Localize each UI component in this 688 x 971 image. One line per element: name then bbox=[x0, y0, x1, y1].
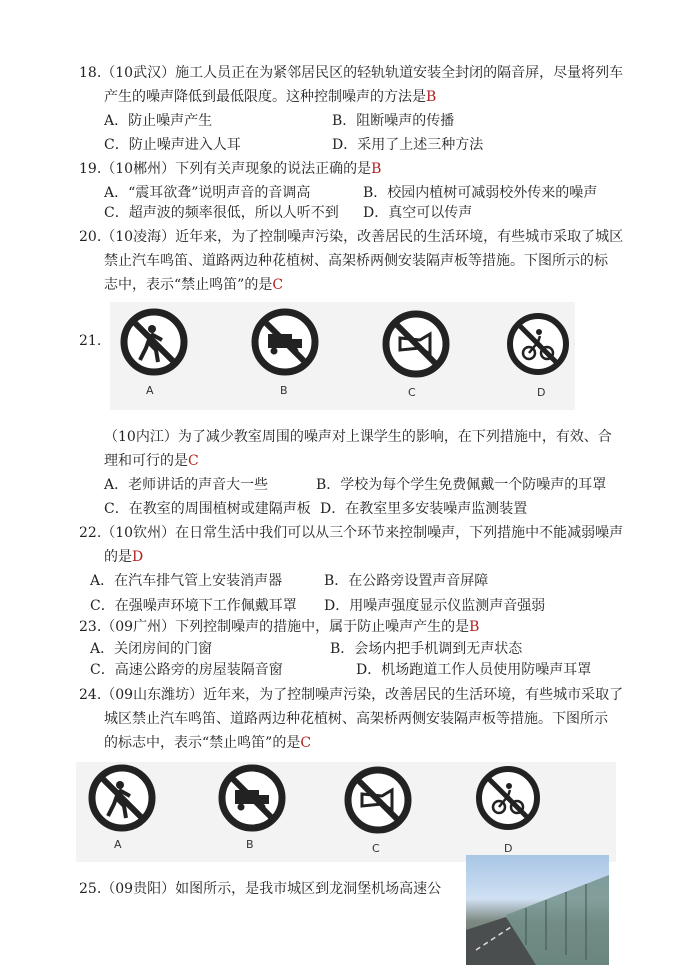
q23-answer: B bbox=[469, 619, 480, 635]
sign-label-a: A bbox=[146, 384, 154, 397]
q20-line1: 20.（10凌海）近年来，为了控制噪声污染，改善居民的生活环境，有些城市采取了城区 bbox=[79, 229, 624, 245]
q20-line3: 志中，表示“禁止鸣笛”的是C bbox=[104, 277, 284, 293]
no-bicycle-icon bbox=[510, 316, 566, 372]
q18-opt-c: C．防止噪声进入人耳 bbox=[104, 137, 241, 153]
q21-number: 21. bbox=[79, 333, 102, 349]
no-truck-icon-2 bbox=[222, 768, 282, 828]
q21-answer: C bbox=[188, 453, 199, 469]
q19-opt-b: B．校园内植树可减弱校外传来的噪声 bbox=[363, 185, 598, 201]
q22-opt-a: A．在汽车排气管上安装消声器 bbox=[90, 573, 283, 589]
q21-line1: （10内江）为了减少教室周围的噪声对上课学生的影响，在下列措施中，有效、合 bbox=[104, 429, 612, 445]
q21-opt-a: A．老师讲话的声音大一些 bbox=[104, 477, 269, 493]
q23-opt-a: A．关闭房间的门窗 bbox=[90, 641, 213, 657]
q21-opt-b: B．学校为每个学生免费佩戴一个防噪声的耳罩 bbox=[316, 477, 607, 493]
q23-opt-c: C．高速公路旁的房屋装隔音窗 bbox=[90, 662, 283, 678]
highway-sound-barrier-photo bbox=[466, 855, 609, 965]
q22-line2: 的是D bbox=[104, 549, 144, 565]
q18-opt-a: A．防止噪声产生 bbox=[104, 113, 213, 129]
sign2-label-d: D bbox=[504, 842, 513, 855]
q24-line3: 的标志中，表示“禁止鸣笛”的是C bbox=[104, 735, 312, 751]
sign-label-c: C bbox=[408, 386, 416, 399]
sign2-label-b: B bbox=[246, 838, 254, 851]
sign-figure-2-svg bbox=[76, 762, 616, 862]
q18-answer: B bbox=[426, 89, 437, 105]
q24-answer: C bbox=[300, 735, 312, 751]
no-pedestrian-icon bbox=[124, 312, 184, 372]
no-truck-icon bbox=[255, 312, 315, 372]
q20-answer: C bbox=[272, 277, 284, 293]
q21-line2: 理和可行的是C bbox=[104, 453, 199, 469]
q19-answer: B bbox=[371, 161, 382, 177]
q18-line2: 产生的噪声降低到最低限度。这种控制噪声的方法是B bbox=[104, 89, 437, 105]
q24-line2: 城区禁止汽车鸣笛、道路两边种花植树、高架桥两侧安装隔声板等措施。下图所示 bbox=[104, 711, 608, 727]
sign-figure-1 bbox=[110, 302, 575, 410]
q18-line1: 18.（10武汉）施工人员正在为紧邻居民区的轻轨轨道安装全封闭的隔音屏，尽量将列车 bbox=[79, 65, 624, 81]
q18-opt-d: D．采用了上述三种方法 bbox=[332, 137, 484, 153]
q21-opt-c: C．在教室的周围植树或建隔声板 bbox=[104, 501, 311, 517]
q23-line1: 23.（09广州）下列控制噪声的措施中，属于防止噪声产生的是B bbox=[79, 619, 480, 635]
q24-line1: 24.（09山东潍坊）近年来，为了控制噪声污染，改善居民的生活环境，有些城市采取了 bbox=[79, 687, 624, 703]
q22-line1: 22.（10钦州）在日常生活中我们可以从三个环节来控制噪声，下列措施中不能减弱噪声 bbox=[79, 525, 624, 541]
q23-opt-d: D．机场跑道工作人员使用防噪声耳罩 bbox=[356, 662, 592, 678]
q25-line1: 25.（09贵阳）如图所示，是我市城区到龙洞堡机场高速公 bbox=[79, 881, 442, 897]
sign-figure-2 bbox=[76, 762, 616, 862]
q22-answer: D bbox=[132, 549, 144, 565]
no-bicycle-icon-2 bbox=[479, 769, 537, 827]
sign-label-b: B bbox=[280, 384, 288, 397]
q22-opt-c: C．在强噪声环境下工作佩戴耳罩 bbox=[90, 598, 297, 614]
sign-label-d: D bbox=[537, 386, 546, 399]
q19-opt-d: D．真空可以传声 bbox=[363, 205, 473, 221]
no-pedestrian-icon-2 bbox=[92, 768, 152, 828]
q19-line1: 19.（10郴州）下列有关声现象的说法正确的是B bbox=[79, 161, 382, 177]
sign2-label-c: C bbox=[372, 842, 380, 855]
highway-photo-svg bbox=[466, 855, 609, 965]
q20-line2: 禁止汽车鸣笛、道路两边种花植树、高架桥两侧安装隔声板等措施。下图所示的标 bbox=[104, 253, 608, 269]
q19-opt-a: A．“震耳欲聋”说明声音的音调高 bbox=[104, 185, 311, 201]
sign-figure-1-svg bbox=[110, 302, 575, 410]
sign2-label-a: A bbox=[114, 838, 122, 851]
q18-opt-b: B．阻断噪声的传播 bbox=[332, 113, 455, 129]
no-horn-icon-2 bbox=[348, 770, 408, 830]
q19-opt-c: C．超声波的频率很低，所以人听不到 bbox=[104, 205, 339, 221]
q23-opt-b: B．会场内把手机调到无声状态 bbox=[330, 641, 523, 657]
q22-opt-b: B．在公路旁设置声音屏障 bbox=[324, 573, 489, 589]
q22-opt-d: D．用噪声强度显示仪监测声音强弱 bbox=[324, 598, 546, 614]
q21-opt-d: D．在教室里多安装噪声监测装置 bbox=[320, 501, 528, 517]
no-horn-icon bbox=[386, 314, 446, 374]
